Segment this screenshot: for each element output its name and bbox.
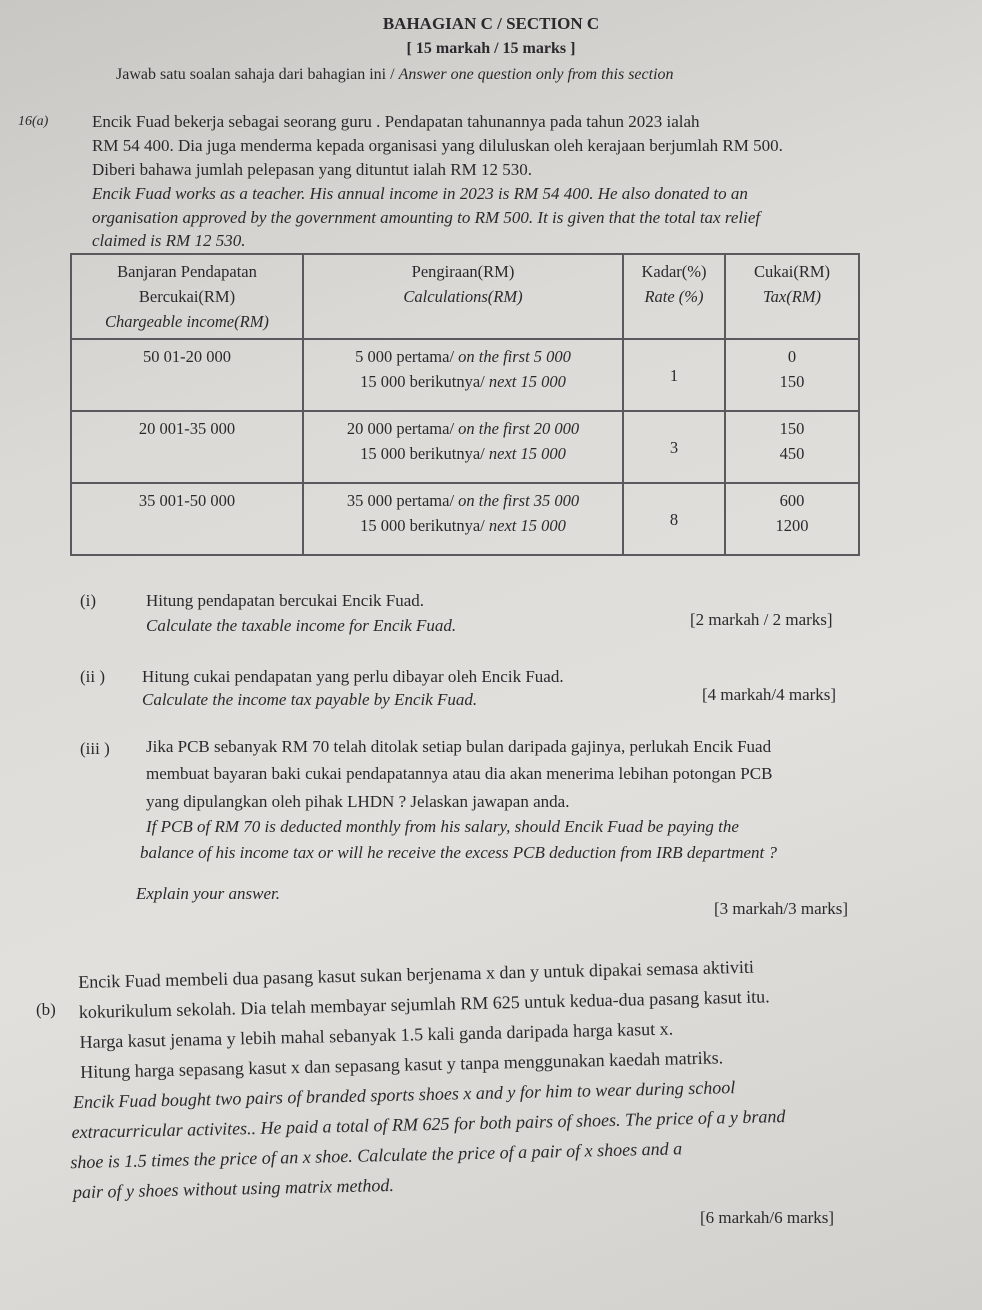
- header-range: [71, 254, 303, 339]
- part-ii-marks: [4 markah/4 marks]: [702, 685, 837, 704]
- section-marks: [ 15 markah / 15 marks ]: [406, 40, 576, 57]
- tax-value: 450: [779, 444, 805, 463]
- calc-text: on the first 5 000: [458, 347, 571, 366]
- cell-tax: [725, 411, 859, 483]
- section-instruction: [116, 66, 674, 84]
- header-text: Banjaran Pendapatan: [117, 262, 257, 281]
- cell-range: 20 001-35 000: [71, 411, 303, 483]
- q16b-ms-line: kokurikulum sekolah. Dia telah membayar sejumlah RM 625 untuk kedua-dua pasang kasut itu.: [78, 986, 770, 1022]
- tax-table: [70, 253, 860, 556]
- part-ii-ms: Hitung cukai pendapatan yang perlu dibayar oleh Encik Fuad.: [142, 667, 564, 686]
- calc-text: next 15 000: [488, 516, 566, 535]
- part-iii-en-line: Explain your answer.: [136, 884, 281, 903]
- q16b-marks: [6 markah/6 marks]: [700, 1208, 835, 1227]
- instruction-en: Answer one question only from this section: [398, 66, 674, 83]
- q16b-en-line: shoe is 1.5 times the price of an x shoe. Calculate the price of a pair of x shoes and a: [70, 1138, 683, 1173]
- part-ii-en: Calculate the income tax payable by Encik Fuad.: [142, 690, 478, 709]
- header-calc: [303, 254, 623, 339]
- header-text: Tax(RM): [762, 287, 822, 306]
- header-rate: [623, 254, 725, 339]
- cell-calc: [303, 483, 623, 555]
- cell-rate: 1: [623, 339, 725, 411]
- tax-value: 150: [779, 419, 805, 438]
- cell-calc: [303, 411, 623, 483]
- calc-text: 15 000 berikutnya/: [360, 516, 489, 535]
- part-i-en: Calculate the taxable income for Encik Fuad.: [146, 616, 457, 635]
- tax-value: 600: [779, 491, 805, 510]
- header-text: Rate (%): [644, 287, 704, 306]
- calc-text: 5 000 pertama/: [355, 347, 459, 366]
- cell-range: 35 001-50 000: [71, 483, 303, 555]
- q16a-ms-line: Diberi bahawa jumlah pelepasan yang dituntut ialah RM 12 530.: [92, 160, 533, 179]
- calc-text: next 15 000: [488, 444, 566, 463]
- calc-text: 15 000 berikutnya/: [360, 372, 489, 391]
- calc-text: next 15 000: [488, 372, 566, 391]
- cell-rate: 3: [623, 411, 725, 483]
- part-label: (b): [36, 1000, 56, 1019]
- calc-text: on the first 20 000: [458, 419, 580, 438]
- cell-rate: 8: [623, 483, 725, 555]
- part-i-ms: Hitung pendapatan bercukai Encik Fuad.: [146, 591, 425, 610]
- q16b-en-line: extracurricular activites.. He paid a total of RM 625 for both pairs of shoes. The price of a y brand: [71, 1105, 786, 1143]
- part-iii-ms-line: yang dipulangkan oleh pihak LHDN ? Jelaskan jawapan anda.: [146, 792, 570, 811]
- header-tax: [725, 254, 859, 339]
- part-label: (ii ): [80, 667, 106, 686]
- table-row: [71, 483, 859, 555]
- part-i-marks: [2 markah / 2 marks]: [690, 610, 833, 629]
- calc-text: 20 000 pertama/: [346, 419, 459, 438]
- table-row: [71, 411, 859, 483]
- calc-text: 35 000 pertama/: [346, 491, 459, 510]
- part-iii-ms-line: Jika PCB sebanyak RM 70 telah ditolak setiap bulan daripada gajinya, perlukah Encik Fuad: [146, 737, 772, 756]
- tax-value: 150: [779, 372, 805, 391]
- part-label: (iii ): [80, 739, 110, 758]
- part-iii-ms-line: membuat bayaran baki cukai pendapatannya atau dia akan menerima lebihan potongan PCB: [146, 764, 773, 783]
- header-text: Calculations(RM): [403, 287, 523, 306]
- q16b-ms-line: Harga kasut jenama y lebih mahal sebanyak 1.5 kali ganda daripada harga kasut x.: [79, 1018, 674, 1052]
- header-text: Pengiraan(RM): [411, 262, 515, 281]
- q16a-en-line: Encik Fuad works as a teacher. His annual income in 2023 is RM 54 400. He also donated to an: [92, 184, 748, 203]
- part-label: (i): [80, 591, 97, 610]
- cell-calc: [303, 339, 623, 411]
- q16a-en-line: organisation approved by the government amounting to RM 500. It is given that the total tax relief: [92, 208, 761, 227]
- q16b-en-line: Encik Fuad bought two pairs of branded sports shoes x and y for him to wear during school: [72, 1077, 736, 1113]
- header-text: Bercukai(RM): [138, 287, 236, 306]
- tax-value: 1200: [775, 516, 809, 535]
- header-text: Cukai(RM): [753, 262, 831, 281]
- part-iii-marks: [3 markah/3 marks]: [714, 899, 849, 918]
- cell-tax: [725, 483, 859, 555]
- question-number: 16(a): [18, 114, 49, 129]
- table-header-row: [71, 254, 859, 339]
- part-iii-en-line: If PCB of RM 70 is deducted monthly from his salary, should Encik Fuad be paying the: [146, 817, 739, 836]
- calc-text: on the first 35 000: [458, 491, 580, 510]
- q16a-en-line: claimed is RM 12 530.: [92, 231, 246, 250]
- tax-value: 0: [787, 347, 797, 366]
- q16b-ms-line: Hitung harga sepasang kasut x dan sepasang kasut y tanpa menggunakan kaedah matriks.: [80, 1047, 724, 1082]
- calc-text: 15 000 berikutnya/: [360, 444, 489, 463]
- cell-range: 50 01-20 000: [71, 339, 303, 411]
- q16b-ms-line: Encik Fuad membeli dua pasang kasut sukan berjenama x dan y untuk dipakai semasa aktiviti: [78, 956, 755, 992]
- part-iii-en-line: balance of his income tax or will he receive the excess PCB deduction from IRB department ?: [140, 843, 778, 862]
- header-text: Kadar(%): [641, 262, 707, 281]
- section-title: BAHAGIAN C / SECTION C: [382, 14, 600, 33]
- table-row: [71, 339, 859, 411]
- q16a-ms-line: Encik Fuad bekerja sebagai seorang guru . Pendapatan tahunannya pada tahun 2023 ialah: [92, 112, 700, 131]
- q16b-text: [70, 956, 787, 1212]
- q16a-ms-line: RM 54 400. Dia juga menderma kepada organisasi yang diluluskan oleh kerajaan berjumlah RM 500.: [92, 136, 783, 155]
- q16b-en-line: pair of y shoes without using matrix method.: [72, 1174, 395, 1203]
- instruction-ms: Jawab satu soalan sahaja dari bahagian ini /: [116, 66, 399, 83]
- cell-tax: [725, 339, 859, 411]
- header-text: Chargeable income(RM): [105, 312, 269, 331]
